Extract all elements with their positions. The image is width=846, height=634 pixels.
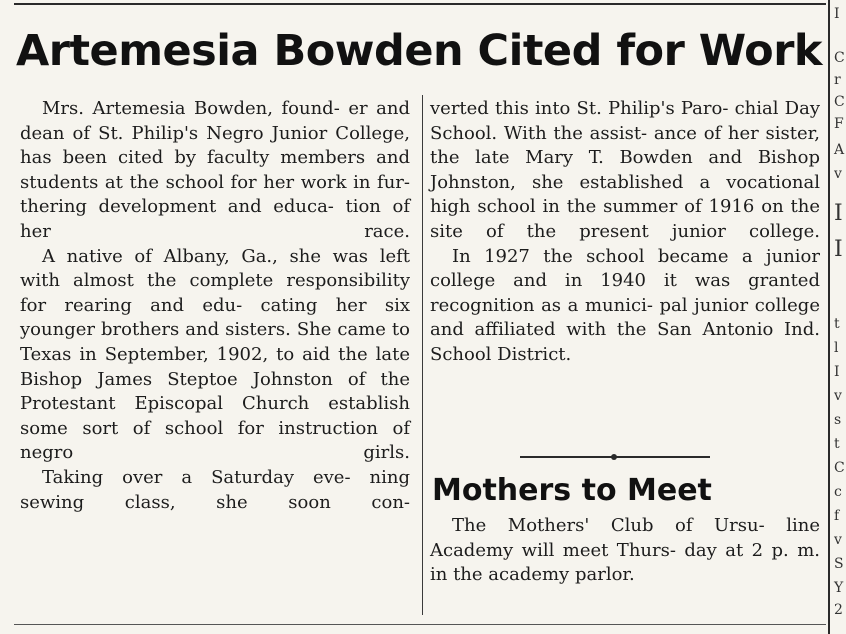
edge-letter: I [834,364,840,380]
edge-letter: 2 [834,602,843,618]
edge-letter: c [834,484,842,500]
right-column-rule [828,0,830,634]
edge-letter: S [834,556,844,572]
paragraph-4: verted this into St. Philip's Paro- chial Day School. With the assist- ance of her sister, the late Mary T. Bowden and Bishop Johnston, she established a vocational high school in the summer of 1916 on the site of the present junior college. [430,98,821,242]
paragraph-3: Taking over a Saturday eve- ning sewing class, she soon con- [20,466,410,513]
edge-letter: I [834,201,843,226]
bottom-rule [14,624,826,625]
edge-letter: C [834,94,845,110]
edge-letter: v [834,532,842,548]
edge-letter: F [834,116,844,132]
edge-letter: Y [834,580,844,596]
edge-letter: t [834,316,840,332]
ornament-dot [611,454,617,460]
column-divider [422,95,423,615]
section-ornament [520,454,710,460]
edge-letter: l [834,340,839,356]
edge-letter: I [834,6,840,22]
article-headline: Artemesia Bowden Cited for Work [16,26,822,76]
paragraph-2: A native of Albany, Ga., she was left with almost the complete responsibility for rearing and edu- cating her six younger brothers and sisters. She came to Texas in September, 1902, to aid the late Bishop James Steptoe Johnston of the Protestant Episcopal Church establish some sort of school for instruction of negro girls. [20,245,410,464]
top-rule [14,3,826,5]
brief-column [430,514,820,588]
article-column-2 [430,97,820,368]
edge-letter: I [834,237,843,262]
edge-letter: s [834,412,842,428]
edge-letter: v [834,166,842,182]
edge-letter: r [834,72,841,88]
edge-letter: t [834,436,840,452]
edge-letter: v [834,388,842,404]
article-column-1 [20,97,410,515]
edge-letter: C [834,50,845,66]
paragraph-5: In 1927 the school became a junior college and in 1940 it was granted recognition as a munici- pal junior college and affiliated with the San Antonio Ind. School District. [430,245,820,365]
edge-letter: A [834,142,845,158]
paragraph-1: Mrs. Artemesia Bowden, found- er and dean of St. Philip's Negro Junior College, has been cited by faculty members and students at the school for her work in fur- thering development and educa- tion of her race. [20,98,410,242]
edge-letter: C [834,460,845,476]
brief-paragraph: The Mothers' Club of Ursu- line Academy will meet Thurs- day at 2 p. m. in the academy parlor. [430,515,820,586]
edge-letter: f [834,508,840,524]
brief-headline: Mothers to Meet [432,473,712,508]
